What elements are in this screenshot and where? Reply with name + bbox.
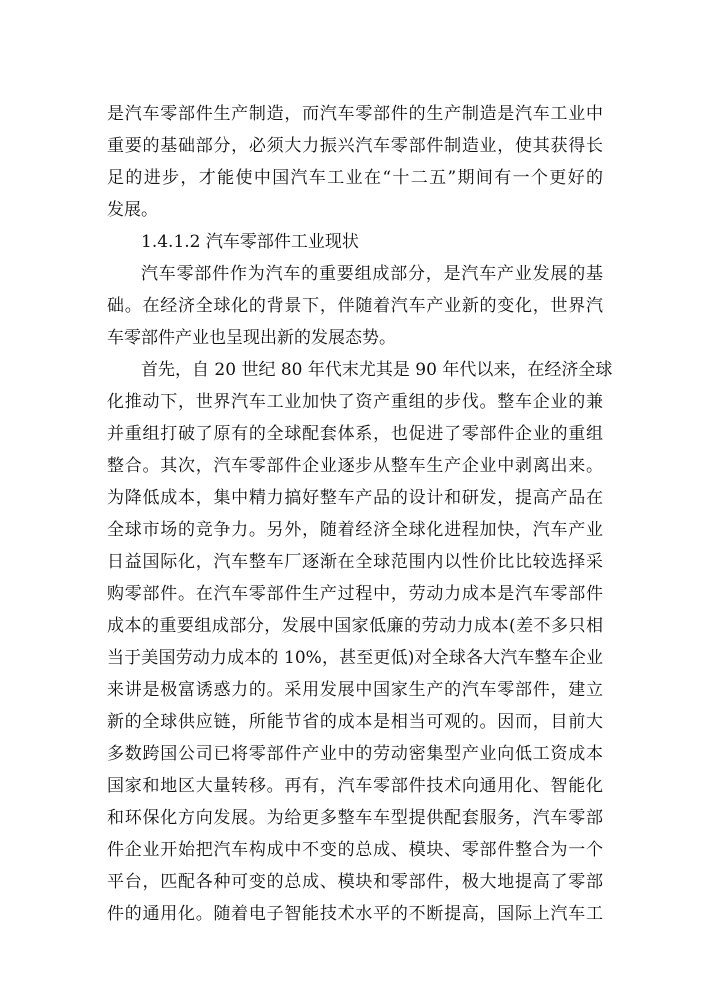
text-line: 整合。其次，汽车零部件企业逐步从整车生产企业中剥离出来。: [107, 456, 603, 476]
text-line: 件企业开始把汽车构成中不变的总成、模块、零部件整合为一个: [107, 840, 603, 860]
text-line: 为降低成本，集中精力搞好整车产品的设计和研发，提高产品在: [107, 488, 603, 508]
text-line: 平台，匹配各种可变的总成、模块和零部件，极大地提高了零部: [107, 872, 603, 892]
text-line: 础。在经济全球化的背景下，伴随着汽车产业新的变化，世界汽: [107, 296, 603, 316]
text-line: 当于美国劳动力成本的 10%，甚至更低)对全球各大汽车整车企业: [107, 648, 603, 668]
text-line: 日益国际化，汽车整车厂逐渐在全球范围内以性价比比较选择采: [107, 552, 603, 572]
text-line: 并重组打破了原有的全球配套体系，也促进了零部件企业的重组: [107, 424, 603, 444]
paragraph-intro: [107, 258, 603, 354]
text-line: 全球市场的竞争力。另外，随着经济全球化进程加快，汽车产业: [107, 520, 603, 540]
text-line: 是汽车零部件生产制造，而汽车零部件的生产制造是汽车工业中: [107, 104, 603, 124]
text-line: 成本的重要组成部分，发展中国家低廉的劳动力成本(差不多只相: [107, 616, 603, 636]
text-line: 来讲是极富诱惑力的。采用发展中国家生产的汽车零部件，建立: [107, 680, 603, 700]
text-line: 购零部件。在汽车零部件生产过程中，劳动力成本是汽车零部件: [107, 584, 603, 604]
text-line: 件的通用化。随着电子智能技术水平的不断提高，国际上汽车工: [107, 904, 603, 924]
text-line: 国家和地区大量转移。再有，汽车零部件技术向通用化、智能化: [107, 776, 603, 796]
text-line: 重要的基础部分，必须大力振兴汽车零部件制造业，使其获得长: [107, 136, 603, 156]
text-line: 多数跨国公司已将零部件产业中的劳动密集型产业向低工资成本: [107, 744, 603, 764]
text-line: 新的全球供应链，所能节省的成本是相当可观的。因而，目前大: [107, 712, 603, 732]
text-line: 首先，自 20 世纪 80 年代末尤其是 90 年代以来，在经济全球: [141, 360, 613, 380]
text-line: 汽车零部件作为汽车的重要组成部分，是汽车产业发展的基: [141, 264, 603, 284]
text-line: 车零部件产业也呈现出新的发展态势。: [107, 328, 396, 348]
text-line: 发展。: [107, 200, 158, 220]
document-body: [107, 98, 613, 930]
paragraph-trends: [107, 354, 613, 930]
text-line: 和环保化方向发展。为给更多整车车型提供配套服务，汽车零部: [107, 808, 603, 828]
section-heading: 1.4.1.2 汽车零部件工业现状: [141, 232, 359, 252]
text-line: 化推动下，世界汽车工业加快了资产重组的步伐。整车企业的兼: [107, 392, 603, 412]
paragraph-continuation: [107, 98, 603, 226]
text-line: 足的进步，才能使中国汽车工业在“十二五”期间有一个更好的: [107, 168, 603, 188]
